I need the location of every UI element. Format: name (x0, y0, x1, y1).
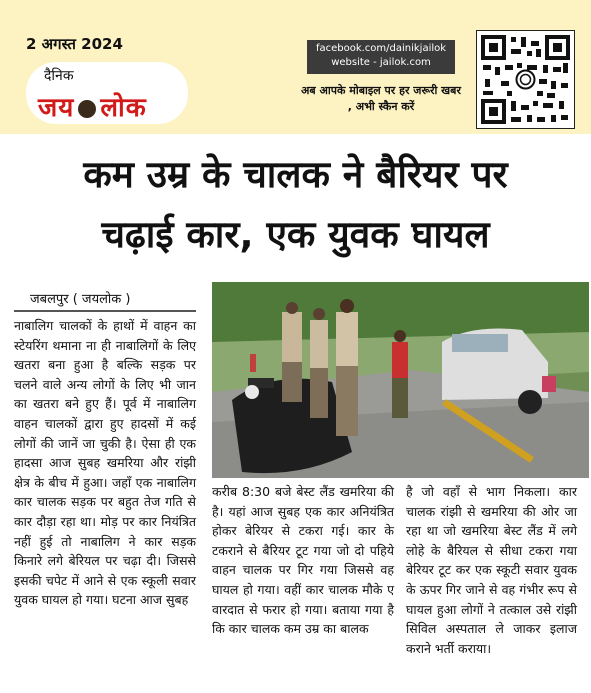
qr-code-graphic (481, 35, 570, 124)
logo-title (38, 88, 147, 124)
headline-line-1: कम उम्र के चालक ने बैरियर पर (83, 153, 508, 196)
logo-title-left: जय (38, 93, 75, 123)
article-column-2: करीब 8:30 बजे बेस्ट लैंड खमरिया की है। यहां आज सुबह एक कार अनियंत्रित होकर बेरियर से टकरा गई। कार के टकराने से बैरियर टूट गया जो दो पहिये वाहन चालक पर गिर गया जिससे वह घायल हो गया। वहीं कार चालक मौके ए वारदात से फरार हो गया। बताया गया है कि कार चालक कम उम्र का बालक (212, 484, 394, 637)
byline-divider (14, 310, 196, 312)
headline (0, 145, 591, 265)
headline-line-2: चढ़ाई कार, एक युवक घायल (101, 213, 490, 256)
ball-icon (78, 100, 96, 118)
byline: जबलपुर ( जयलोक ) (30, 292, 131, 307)
scan-prompt: अब आपके मोबाइल पर हर जरूरी खबर , अभी स्कैन करें (301, 84, 461, 113)
issue-date: 2 अगस्त 2024 (26, 35, 123, 53)
qr-code-icon[interactable] (476, 30, 575, 129)
accident-scene-image (212, 282, 589, 478)
social-info-box (307, 40, 455, 74)
logo-subtitle: दैनिक (44, 68, 74, 84)
article-column-1: नाबालिग चालकों के हाथों में वाहन का स्टेयरिंग थमाना ना ही नाबालिगों के लिए खतरा बना हुआ है बल्कि सड़क पर चलने वाले अन्य लोगों के लिए भी जान का खतरा बने हुए हैं। पूर्व में नाबालिग वाहन चालकों द्वारा हुए हादसों में कई लोगों की जानें जा चुकी है। ऐसा ही एक हादसा आज सुबह खमरिया और रांझी क्षेत्र के बीच में हुआ। जहाँ एक नाबालिग कार चालक सड़क पर बहुत तेज गति से कार दौड़ा रहा था। मोड़ पर कार नियंत्रित नहीं हुई तो नाबालिग ने कार सड़क किनारे लगे बेरियल पर चढ़ा दी। जिससे इसकी चपेट में आने से एक स्कूली सवार युवक घायल हो गया। घटना आज सुबह (14, 318, 196, 608)
website-address: website - jailok.com (331, 57, 431, 68)
news-photo (212, 282, 589, 478)
facebook-handle: facebook.com/dainikjailok (315, 43, 447, 54)
article-column-3: है जो वहाँ से भाग निकला। कार चालक रांझी से खमरिया की ओर जा रहा था जो खमरिया बेस्ट लैंड में लगे लोहे के बैरियल से सीधा टकरा गया बेरियर टूट कर एक स्कूटी सवार युवक के ऊपर गिर जाने से वह गंभीर रूप से घायल हुआ लोगों ने तत्काल उसे रांझी सिविल अस्पताल ले जाकर इलाज कराने भर्ती कराया। (406, 484, 577, 656)
logo-title-right: लोक (100, 93, 147, 123)
